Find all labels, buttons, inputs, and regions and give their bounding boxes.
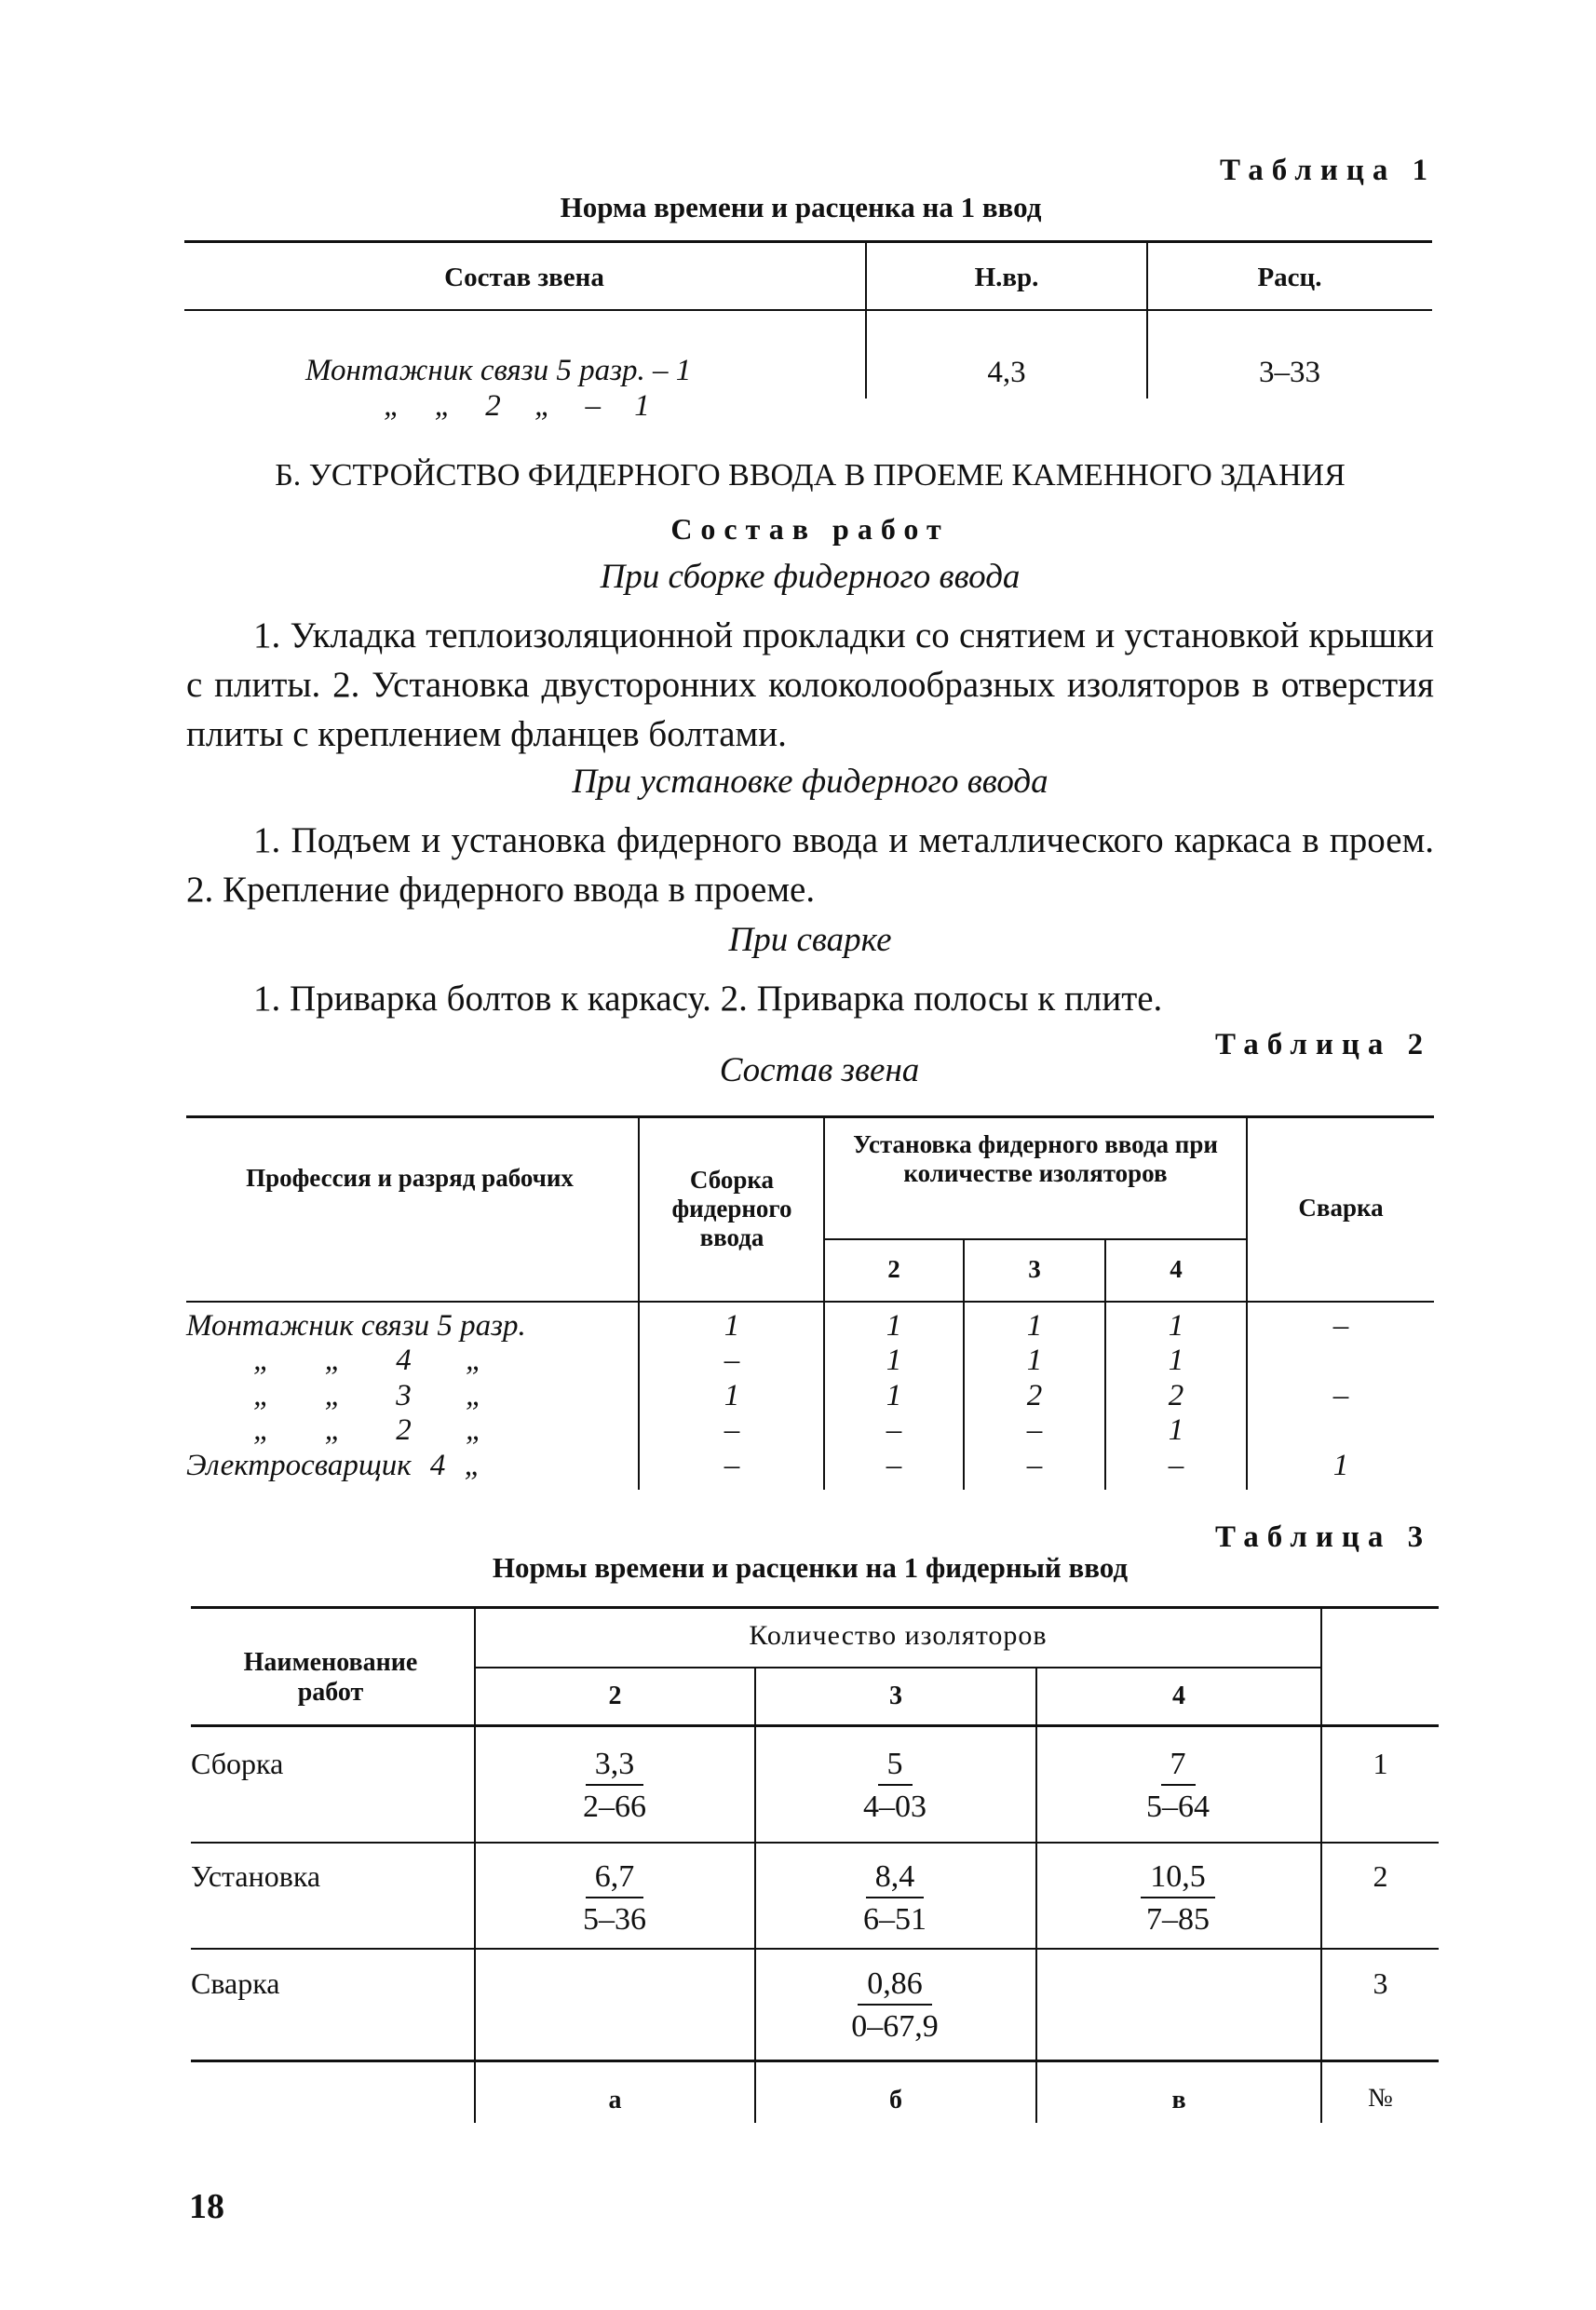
table2-divider-1: [638, 1115, 640, 1490]
table3-fraction: [521, 1859, 708, 1938]
table3-title: Нормы времени и расценки на 1 фидерный ввод: [492, 1551, 1129, 1584]
table3-header-count-2: 2: [608, 1682, 622, 1710]
table2-cell: –: [1026, 1413, 1043, 1447]
table3-fraction: [521, 1747, 708, 1825]
table3-header-group: Количество изоляторов: [749, 1620, 1048, 1651]
table2-header-assembly: Сборка фидерного ввода: [671, 1166, 792, 1251]
table3-fraction: [802, 1859, 988, 1938]
works-title: Состав работ: [670, 512, 950, 546]
table3-row-no: 3: [1373, 1966, 1388, 2000]
table3-footer-v: в: [1171, 2086, 1186, 2114]
table2-cell: –: [724, 1344, 740, 1377]
table3-norm: 5: [878, 1747, 913, 1786]
table2-header-profession: Профессия и разряд рабочих: [246, 1164, 574, 1192]
table2-cell: 1: [1168, 1344, 1184, 1377]
table3-row-rule-1: [191, 1842, 1439, 1844]
table2-cell: 1: [1168, 1309, 1184, 1343]
table3-row-rule-2: [191, 1948, 1439, 1950]
table2-row-name: Электросварщик 4 „: [186, 1449, 482, 1482]
table2-header-weld: Сварка: [1298, 1194, 1384, 1222]
table3-norm: 0,86: [858, 1966, 932, 2006]
stage-text-install: 1. Подъем и установка фидерного ввода и металлического каркаса в проем. 2. Крепление фидерного ввода в проеме.: [186, 820, 1434, 910]
table3-footer-no: №: [1368, 2084, 1393, 2113]
table2-header-count-4: 4: [1170, 1255, 1183, 1283]
table2-cell: –: [886, 1413, 902, 1447]
table2-cell: 1: [886, 1344, 902, 1377]
table3-norm: 7: [1161, 1747, 1196, 1786]
table3-rate: 0–67,9: [851, 2009, 939, 2044]
table1-header-rule: [184, 309, 1432, 311]
table3-fraction: [1085, 1747, 1271, 1825]
table3-norm: 3,3: [586, 1747, 644, 1786]
table2-divider-5: [1246, 1115, 1248, 1490]
table2-cell: 1: [1026, 1309, 1043, 1343]
table2-header-install: Установка фидерного ввода при количестве изоляторов: [853, 1130, 1218, 1187]
table2-header-rule: [186, 1301, 1434, 1303]
table2-cell: 1: [886, 1309, 902, 1343]
table3-rate: 5–64: [1146, 1790, 1210, 1824]
table1-header-norm: Н.вр.: [974, 263, 1039, 292]
table2-cell: 1: [1168, 1413, 1184, 1447]
table2-cell: 1: [724, 1309, 740, 1343]
table3-rate: 7–85: [1146, 1902, 1210, 1937]
table3-header-rule: [191, 1724, 1439, 1727]
table2-title: Состав звена: [719, 1051, 920, 1089]
stage-title-install: При установке фидерного ввода: [572, 763, 1048, 801]
table2-cell: –: [724, 1449, 740, 1482]
table3-divider-2: [754, 1667, 756, 2123]
table3-label: Таблица 3: [1215, 1520, 1432, 1554]
table2-row-name: „ „ 3 „: [253, 1379, 483, 1412]
table1-rate-value: 3–33: [1259, 356, 1320, 389]
table2-cell: 1: [724, 1379, 740, 1412]
table2-cell: –: [1168, 1449, 1184, 1482]
table1-header-crew: Состав звена: [444, 263, 604, 292]
stage-text-assembly: 1. Укладка теплоизоляционной прокладки со снятием и установкой крышки с плиты. 2. Установка двусторонних колоколообразных изоляторов в отверстия плиты с креплением фланцев болтами.: [186, 615, 1434, 754]
table3-rate: 4–03: [863, 1790, 926, 1824]
table2-cell: –: [1332, 1309, 1349, 1343]
table2-cell: 1: [886, 1379, 902, 1412]
table3-footer-b: б: [889, 2086, 902, 2114]
table3-rate: 5–36: [583, 1902, 646, 1937]
table3-header-name: Наименование работ: [243, 1648, 418, 1707]
table2-cell: –: [886, 1449, 902, 1482]
table2-cell: 2: [1168, 1379, 1184, 1412]
table1-norm-value: 4,3: [987, 356, 1026, 389]
table3-top-rule: [191, 1606, 1439, 1609]
table3-fraction: [802, 1966, 988, 2045]
table3-fraction: [1085, 1859, 1271, 1938]
table3-row-no: 2: [1373, 1859, 1388, 1893]
table1-crew-line-2: „ „ 2 „ – 1: [384, 389, 650, 423]
table1-top-rule: [184, 240, 1432, 243]
table3-footer-a: а: [608, 2086, 622, 2114]
table3-rate: 6–51: [863, 1902, 926, 1937]
table3-row-name: Установка: [191, 1859, 321, 1893]
table2-row-name: „ „ 4 „: [253, 1344, 483, 1377]
table1-label: Таблица 1: [1220, 154, 1437, 187]
table2-cell: 1: [1332, 1449, 1349, 1482]
table2-group-rule: [823, 1238, 1246, 1240]
table2-header-count-3: 3: [1028, 1255, 1041, 1283]
table3-header-count-3: 3: [889, 1682, 902, 1710]
table3-norm: 8,4: [866, 1859, 925, 1898]
table1-title: Норма времени и расценка на 1 ввод: [560, 191, 1042, 223]
table3-divider-3: [1035, 1667, 1037, 2123]
table3-row-name: Сварка: [191, 1966, 280, 2000]
stage-text-weld: 1. Приварка болтов к каркасу. 2. Приварка полосы к плите.: [253, 979, 1163, 1019]
table2-cell: –: [1332, 1379, 1349, 1412]
table2-label: Таблица 2: [1215, 1028, 1432, 1061]
table3-norm: 6,7: [586, 1859, 644, 1898]
section-heading: Б. УСТРОЙСТВО ФИДЕРНОГО ВВОДА В ПРОЕМЕ КАМЕННОГО ЗДАНИЯ: [275, 458, 1346, 493]
stage-title-weld: При сварке: [728, 921, 892, 959]
table3-header-count-4: 4: [1172, 1682, 1185, 1710]
table2-cell: –: [1026, 1449, 1043, 1482]
table3-fraction: [802, 1747, 988, 1825]
table2-header-count-2: 2: [887, 1255, 900, 1283]
table2-cell: –: [724, 1413, 740, 1447]
table2-row-name: „ „ 2 „: [253, 1413, 483, 1447]
page-number: 18: [189, 2187, 224, 2226]
table3-rate: 2–66: [583, 1790, 646, 1824]
table1-crew-line-1: Монтажник связи 5 разр. – 1: [305, 354, 692, 387]
table1-header-rate: Расц.: [1257, 263, 1322, 292]
table2-row-name: Монтажник связи 5 разр.: [186, 1309, 526, 1343]
table3-row-no: 1: [1373, 1747, 1388, 1780]
table3-norm: 10,5: [1141, 1859, 1215, 1898]
table3-row-rule-3: [191, 2060, 1439, 2062]
table2-cell: 2: [1026, 1379, 1043, 1412]
table2-cell: 1: [1026, 1344, 1043, 1377]
table3-group-rule: [474, 1667, 1320, 1668]
table3-row-name: Сборка: [191, 1747, 284, 1780]
stage-title-assembly: При сборке фидерного ввода: [600, 558, 1021, 596]
